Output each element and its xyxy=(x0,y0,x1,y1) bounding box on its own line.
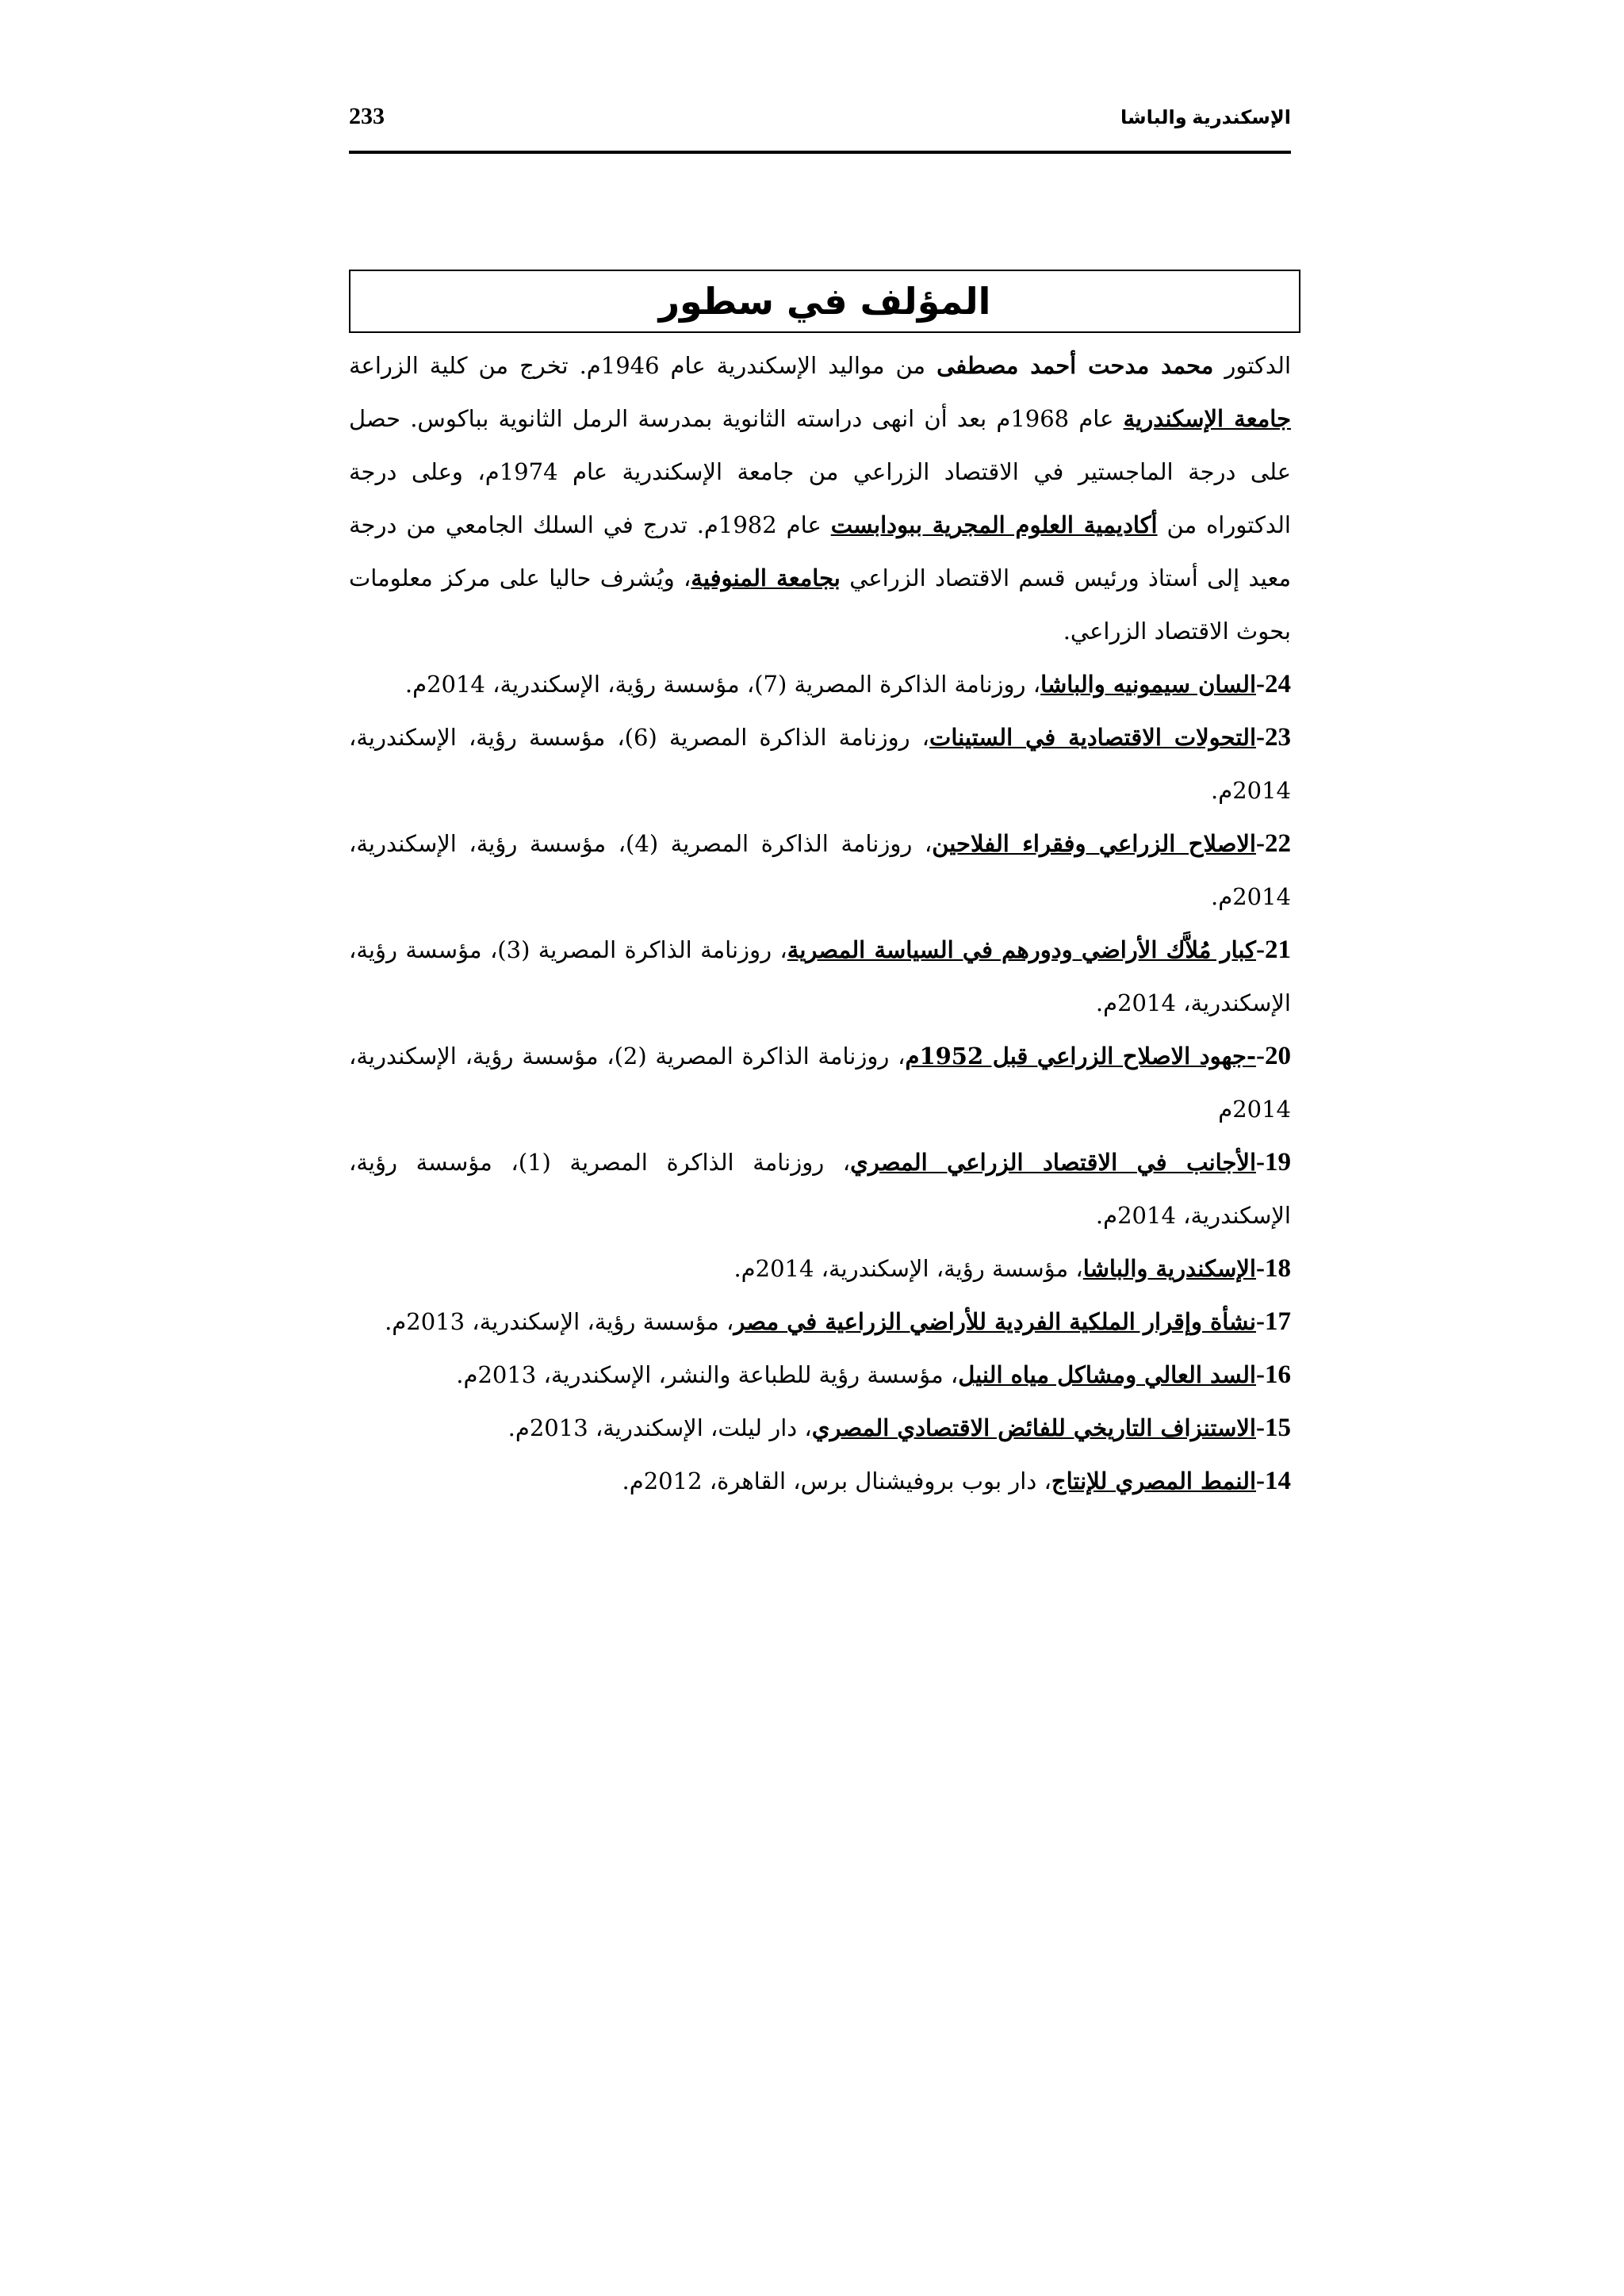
publication-item: 14-النمط المصري للإنتاج، دار بوب بروفيشنال برس، القاهرة، 2012م. xyxy=(622,1467,1291,1495)
publication-item: 18-الإسكندرية والباشا، مؤسسة رؤية، الإسكندرية، 2014م. xyxy=(733,1254,1291,1283)
section-title: المؤلف في سطور xyxy=(658,280,991,323)
publication-details: ، روزنامة الذاكرة المصرية (7)، مؤسسة رؤية، الإسكندرية، 2014م. xyxy=(404,671,1041,698)
publication-title: الاستنزاف التاريخي للفائض الاقتصادي المصري xyxy=(811,1414,1256,1441)
publication-number: 14 xyxy=(1265,1467,1291,1495)
publication-item: 16-السد العالي ومشاكل مياه النيل، مؤسسة رؤية للطباعة والنشر، الإسكندرية، 2013م. xyxy=(456,1360,1291,1389)
publication-details: ، روزنامة الذاكرة المصرية (2)، مؤسسة رؤية، الإسكندرية، 2014م xyxy=(349,1043,1291,1123)
publication-item: 24-السان سيمونيه والباشا، روزنامة الذاكرة المصرية (7)، مؤسسة رؤية، الإسكندرية، 2014م. xyxy=(404,670,1291,698)
publication-title: الاصلاح الزراعي وفقراء الفلاحين xyxy=(932,830,1256,857)
publication-title: النمط المصري للإنتاج xyxy=(1051,1468,1256,1494)
publication-number: 19 xyxy=(1265,1148,1291,1177)
publication-item: 19-الأجانب في الاقتصاد الزراعي المصري، روزنامة الذاكرة المصرية (1)، مؤسسة رؤية، الإسكندرية، 2014م. xyxy=(349,1148,1291,1229)
publication-number: 15 xyxy=(1265,1414,1291,1442)
page-number: 233 xyxy=(349,103,385,129)
publication-details: ، دار بوب بروفيشنال برس، القاهرة، 2012م. xyxy=(622,1468,1051,1494)
bio-paragraph xyxy=(349,339,1291,658)
page-header xyxy=(349,101,1291,154)
publication-item: 22-الاصلاح الزراعي وفقراء الفلاحين، روزنامة الذاكرة المصرية (4)، مؤسسة رؤية، الإسكندرية، 2014م. xyxy=(349,829,1291,910)
menoufia-university: بجامعة المنوفية xyxy=(691,564,841,591)
publication-item: 20--جهود الاصلاح الزراعي قبل 1952م، روزنامة الذاكرة المصرية (2)، مؤسسة رؤية، الإسكندرية، 2014م xyxy=(349,1042,1291,1123)
publication-title: السد العالي ومشاكل مياه النيل xyxy=(958,1361,1256,1388)
section-title-box xyxy=(349,270,1300,333)
publication-title: الأجانب في الاقتصاد الزراعي المصري xyxy=(850,1149,1256,1176)
publication-item: 15-الاستنزاف التاريخي للفائض الاقتصادي المصري، دار ليلت، الإسكندرية، 2013م. xyxy=(508,1414,1291,1442)
publication-number: 21 xyxy=(1265,936,1291,964)
academy-name: أكاديمية العلوم المجرية ببودابست xyxy=(830,511,1158,538)
publication-number: 24 xyxy=(1265,670,1291,698)
publication-details: ، مؤسسة رؤية للطباعة والنشر، الإسكندرية، 2013م. xyxy=(456,1361,959,1388)
publication-details: ، روزنامة الذاكرة المصرية (3)، مؤسسة رؤية، الإسكندرية، 2014م. xyxy=(349,936,1291,1016)
author-name: محمد مدحت أحمد مصطفى xyxy=(936,352,1214,379)
publication-details: ، روزنامة الذاكرة المصرية (6)، مؤسسة رؤية، الإسكندرية، 2014م. xyxy=(349,724,1291,804)
publication-title: السان سيمونيه والباشا xyxy=(1040,671,1256,698)
publication-details: ، مؤسسة رؤية، الإسكندرية، 2013م. xyxy=(385,1308,734,1335)
publication-details: ، روزنامة الذاكرة المصرية (4)، مؤسسة رؤية، الإسكندرية، 2014م. xyxy=(349,830,1291,910)
publication-number: 18 xyxy=(1265,1254,1291,1283)
running-title: الإسكندرية والباشا xyxy=(1120,107,1291,128)
page-content xyxy=(349,339,1291,1508)
publication-number: 20 xyxy=(1264,1042,1291,1070)
publication-number: 16 xyxy=(1265,1360,1291,1389)
publication-number: 17 xyxy=(1265,1307,1291,1336)
publication-item: 17-نشأة وإقرار الملكية الفردية للأراضي الزراعية في مصر، مؤسسة رؤية، الإسكندرية، 2013م. xyxy=(385,1307,1291,1336)
publications-list xyxy=(349,658,1291,1508)
bio-text: عام 1982م. تدرج في السلك الجامعي من درجة معيد إلى أستاذ ورئيس قسم الاقتصاد الزراعي xyxy=(349,511,1291,591)
publication-number: 22 xyxy=(1264,829,1291,858)
bio-text: ، ويُشرف حاليا على مركز معلومات بحوث الاقتصاد الزراعي. xyxy=(349,564,1291,645)
publication-title: التحولات الاقتصادية في الستينات xyxy=(929,724,1257,751)
publication-details: ، مؤسسة رؤية، الإسكندرية، 2014م. xyxy=(733,1255,1083,1282)
publication-title: -جهود الاصلاح الزراعي قبل 1952م xyxy=(905,1043,1256,1070)
publication-details: ، روزنامة الذاكرة المصرية (1)، مؤسسة رؤية، الإسكندرية، 2014م. xyxy=(349,1149,1291,1229)
bio-text: الدكتور xyxy=(1213,352,1292,379)
bio-text: عام 1968م بعد أن انهى دراسته الثانوية بمدرسة الرمل الثانوية بباكوس. حصل على درجة الماجستير في الاقتصاد الزراعي من جامعة الإسكندرية عام 1974م، وعلى درجة الدكتوراه من xyxy=(349,405,1291,538)
publication-number: 23 xyxy=(1265,723,1292,752)
publication-item: 21-كبار مُلاَّك الأراضي ودورهم في السياسة المصرية، روزنامة الذاكرة المصرية (3)، مؤسسة رؤية، الإسكندرية، 2014م. xyxy=(349,936,1291,1016)
author-bio xyxy=(349,339,1291,658)
university-name: جامعة الإسكندرية xyxy=(1123,405,1291,432)
bio-text: من مواليد الإسكندرية عام 1946م. تخرج من كلية الزراعة xyxy=(349,352,937,379)
publication-details: ، دار ليلت، الإسكندرية، 2013م. xyxy=(508,1414,812,1441)
publication-title: كبار مُلاَّك الأراضي ودورهم في السياسة المصرية xyxy=(787,936,1256,963)
publication-title: نشأة وإقرار الملكية الفردية للأراضي الزراعية في مصر xyxy=(733,1308,1256,1335)
publication-title: الإسكندرية والباشا xyxy=(1082,1255,1256,1282)
publication-item: 23-التحولات الاقتصادية في الستينات، روزنامة الذاكرة المصرية (6)، مؤسسة رؤية، الإسكندرية، 2014م. xyxy=(349,723,1292,804)
